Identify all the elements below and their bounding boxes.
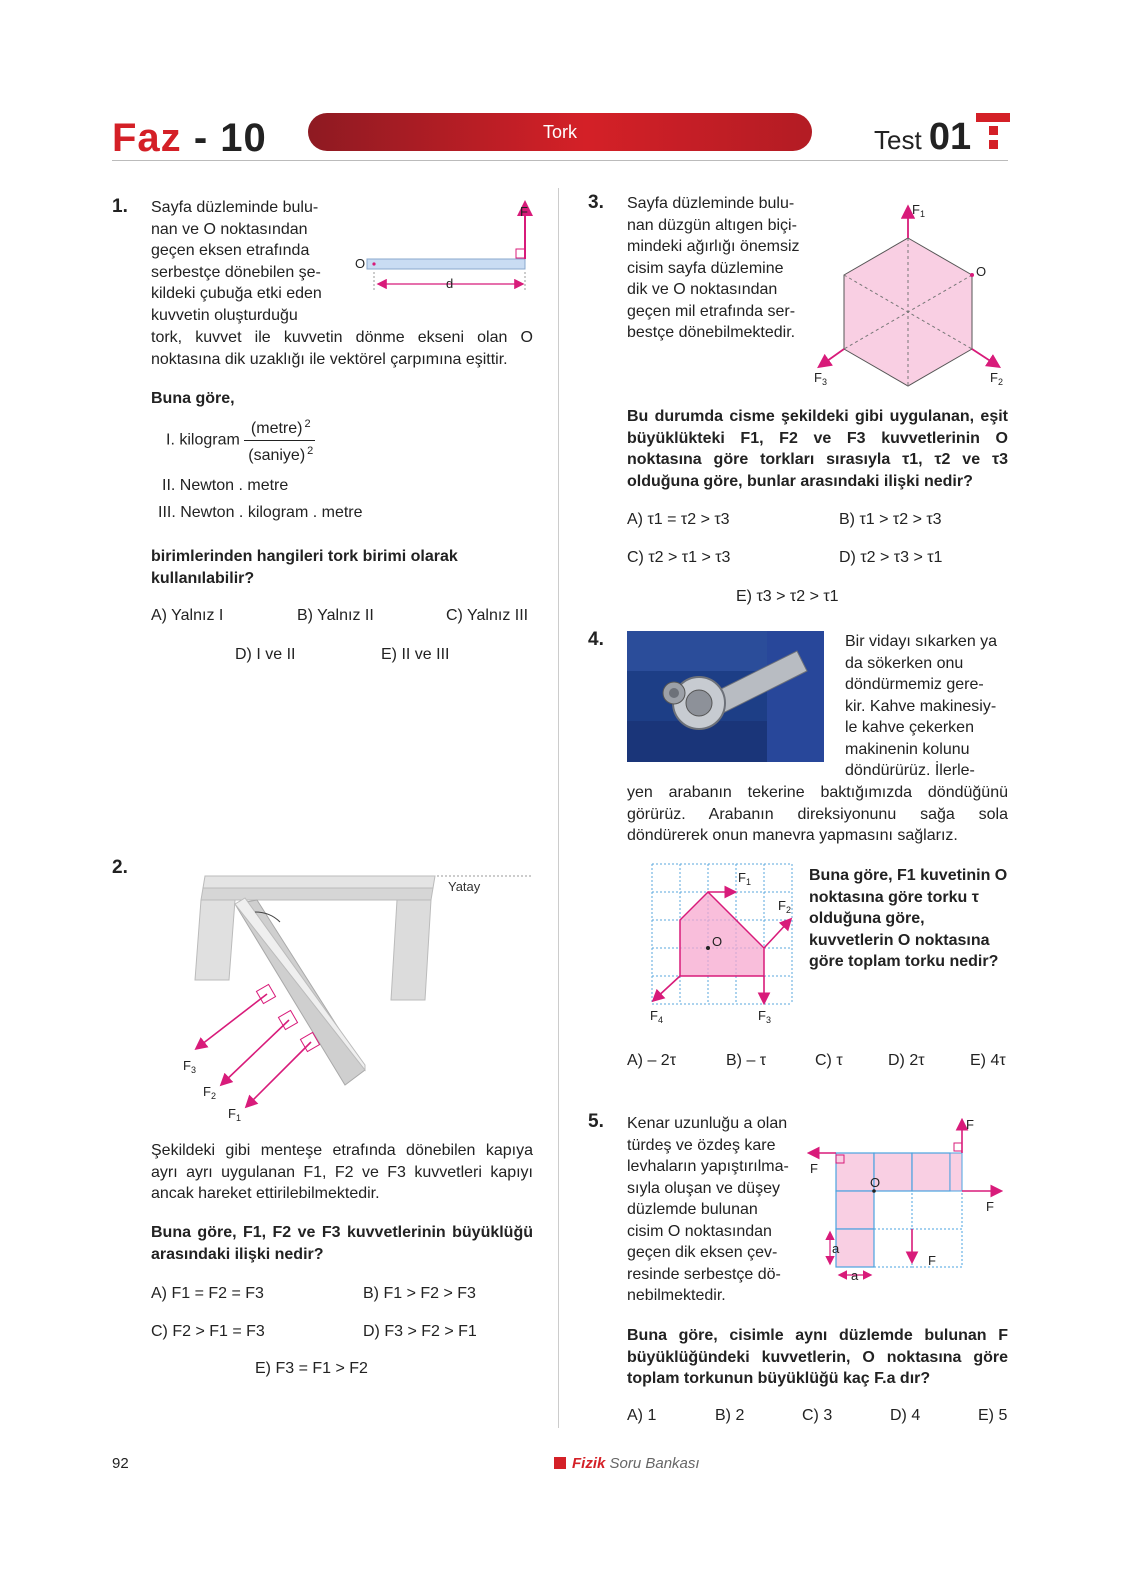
q2-question: Buna göre, F1, F2 ve F3 kuvvetlerinin büyüklüğü arasındaki ilişki nedir? [151,1224,533,1263]
q1-stem-line: geçen eksen etrafında [151,242,310,259]
q1-stem-full: tork, kuvvet ile kuvvetin dönme ekseni olan O noktasına dik uzaklığı ile vektörel çarpımına eşittir. [151,329,533,368]
test-label [874,116,971,159]
q1-label-f: F [520,204,528,219]
q2-number: 2. [112,857,128,878]
wrench-photo [627,631,824,762]
frame-right-post [391,900,431,1000]
q2-option-d[interactable]: D) F3 > F2 > F1 [363,1323,477,1340]
q4-label-f4: $F_4$ [650,1008,663,1025]
q3-option-a[interactable]: A) τ1 = τ2 > τ3 [627,511,730,528]
fraction-denominator: (saniye) [248,447,306,465]
q5-stem-line: sıyla oluşan ve düşey [627,1179,780,1197]
rod [367,259,525,269]
q5-option-c[interactable]: C) 3 [802,1407,833,1424]
q5-label-f-down: F [928,1253,936,1268]
q4-grid-figure [646,858,806,1030]
q1-label-o: O [355,256,366,271]
exponent: 2 [304,418,311,430]
q4-stem-line: Bir vidayı sıkarken ya [845,633,998,650]
q4-label-o: O [712,934,723,949]
square-plate-edge [950,1153,962,1191]
brand-square-icon [554,1457,566,1469]
q1-option-b[interactable]: B) Yalnız II [297,607,374,624]
logo-word: Faz [112,116,182,160]
q3-stem-wrap [627,193,817,344]
exponent: 2 [307,444,314,457]
q2-door-figure [175,860,535,1130]
q3-stem-line: dik ve O noktasından [627,281,778,298]
q4-stem-line: döndürmemiz gere- [845,676,984,693]
q4-stem-line: da sökerken onu [845,654,964,672]
q1-item2: II. Newton . metre [162,477,289,494]
q1-item1-fraction [244,414,315,467]
q5-number: 5. [588,1111,604,1132]
fraction-numerator: (metre) [250,420,303,438]
q1-option-d[interactable]: D) I ve II [235,646,296,663]
q5-option-a[interactable]: A) 1 [627,1407,657,1424]
photo-panel [767,631,824,762]
q3-stem-line: nan düzgün altıgen biçi- [627,216,797,234]
empty-cells [874,1191,962,1267]
q4-number: 4. [588,629,604,650]
q1-rod-figure [350,196,540,296]
q4-question: Buna göre, F1 kuvetinin O noktasına göre torku τ olduğuna göre, kuvvetlerin O noktasına göre toplam torku nedir? [809,867,1008,970]
force-arrow-f2 [764,920,790,948]
q3-stem-line: mindeki ağırlığı önemsiz [627,238,800,255]
test-number: 01 [928,116,972,158]
test-word: Test [874,125,922,155]
q5-option-b[interactable]: B) 2 [715,1407,745,1424]
q4-option-c[interactable]: C) τ [815,1052,843,1069]
q3-stem-line: bestçe dönebilmektedir. [627,324,796,341]
force-arrow-f3 [197,994,267,1048]
pivot-dot [706,946,710,950]
q1-question: birimlerinden hangileri tork birimi olarak kullanılabilir? [151,548,458,587]
square-plates [836,1153,962,1267]
q2-label-f3: $F_3$ [183,1058,196,1075]
q5-label-f-up: F [966,1117,974,1132]
bolt [686,690,712,716]
q4-stem-line: makinenin kolunu [845,740,970,758]
q4-label-f2: $F_2$ [778,898,791,915]
q2-option-a[interactable]: A) F1 = F2 = F3 [151,1285,264,1302]
q2-option-b[interactable]: B) F1 > F2 > F3 [363,1285,476,1302]
q4-stem-line: döndürürüz. İlerle- [845,762,975,779]
q1-stem-line: serbestçe dönebilen şe- [151,263,321,281]
q1-stem-line: kildeki çubuğa etki eden [151,285,322,302]
q3-number: 3. [588,192,604,213]
q2-label-f2: $F_2$ [203,1084,216,1101]
force-arrow-f4 [654,976,680,1000]
q1-stem-wrap [151,197,341,326]
q3-stem-line: cisim sayfa düzlemine [627,259,784,277]
q2-horizontal-label: Yatay [448,879,481,894]
q3-label-o: O [976,264,987,279]
q5-squares-figure [806,1115,1008,1285]
q3-option-e[interactable]: E) τ3 > τ2 > τ1 [736,588,839,605]
q2-label-f1: $F_1$ [228,1106,241,1123]
q1-label-d: d [446,276,454,291]
brand-mark-icon [976,113,1010,151]
q5-stem-line: levhaların yapıştırılma- [627,1158,789,1175]
page-number: 92 [112,1455,129,1472]
q4-option-d[interactable]: D) 2τ [888,1052,925,1069]
q4-option-b[interactable]: B) – τ [726,1052,767,1069]
q4-label-f3: $F_3$ [758,1008,771,1025]
frame-top-face [201,888,433,900]
brand-book: Soru Bankası [609,1455,700,1472]
q1-option-c[interactable]: C) Yalnız III [446,607,529,624]
pivot-dot [970,273,974,277]
q3-label-f1: $F_1$ [912,202,925,219]
header-divider [112,160,1008,161]
q1-item1 [166,414,315,467]
q3-stem-line: Sayfa düzleminde bulu- [627,195,795,212]
q1-item3: III. Newton . kilogram . metre [158,504,363,521]
q1-stem-line: Sayfa düzleminde bulu- [151,199,319,216]
brand-subject: Fizik [572,1455,606,1472]
q5-question: Buna göre, cisimle aynı düzlemde bulunan F büyüklüğündeki kuvvetlerin, O noktasına göre toplam torkunun büyüklüğü kaç F.a dır? [627,1327,1008,1387]
q5-stem-line: düzlemde bulunan [627,1201,758,1218]
q5-stem-line: Kenar uzunluğu a olan [627,1115,788,1132]
q3-label-f3: $F_3$ [814,370,827,387]
q5-stem-line: nebilmektedir. [627,1287,726,1304]
q5-option-d[interactable]: D) 4 [890,1407,921,1424]
q1-option-a[interactable]: A) Yalnız I [151,607,224,624]
topic-banner: Tork [308,113,812,151]
q3-question: Bu durumda cisme şekildeki gibi uygulanan, eşit büyüklükteki F1, F2 ve F3 kuvvetlerinin O noktasına göre torkları sırasıyla τ1, τ2 ve τ3 olduğuna göre, bunlar arasındaki ilişki nedir? [627,408,1008,490]
q4-stem-line: le kahve çekerken [845,719,974,736]
q1-option-e[interactable]: E) II ve III [381,646,450,663]
column-divider [558,188,559,1428]
q5-stem-line: resinde serbestçe dö- [627,1265,781,1283]
q5-stem-wrap [627,1113,803,1307]
force-arrow-f3 [820,349,844,366]
q2-option-c[interactable]: C) F2 > F1 = F3 [151,1323,265,1340]
bolt-center [669,688,679,698]
q5-label-f-right: F [986,1199,994,1214]
q1-lead: Buna göre, [151,390,235,407]
q5-stem-line: türdeş ve özdeş kare [627,1136,776,1154]
logo-number: - 10 [193,116,267,160]
frame-top [203,876,435,888]
q4-stem-line: kir. Kahve makinesiy- [845,697,997,715]
q1-stem-line: kuvvetin oluşturduğu [151,306,298,324]
right-angle-mark [516,249,525,258]
door-edge [235,898,365,1070]
q5-stem-line: geçen dik eksen çev- [627,1244,778,1261]
q2-option-e[interactable]: E) F3 = F1 > F2 [255,1360,368,1377]
q4-option-a[interactable]: A) – 2τ [627,1052,677,1069]
q4-label-f1: $F_1$ [738,870,751,887]
q5-option-e[interactable]: E) 5 [978,1407,1008,1424]
q5-stem-line: cisim O noktasından [627,1222,772,1240]
frame-left-post [195,900,235,980]
pivot-dot [372,262,375,265]
q3-label-f2: $F_2$ [990,370,1003,387]
q1-number: 1. [112,196,128,217]
footer-brand [554,1455,700,1472]
q5-label-o: O [870,1175,881,1190]
q3-option-c[interactable]: C) τ2 > τ1 > τ3 [627,549,731,566]
q4-option-e[interactable]: E) 4τ [970,1052,1006,1069]
q3-hexagon-figure [808,196,1008,392]
q4-stem-full: yen arabanın tekerine baktığımızda döndüğünü görürüz. Arabanın direksiyonunu sağa sola döndürerek onun manevra yapmasını sağlarız. [627,784,1008,844]
q3-option-d[interactable]: D) τ2 > τ3 > τ1 [839,549,943,566]
q1-item1-prefix: I. kilogram [166,431,240,449]
q3-stem-line: geçen mil etrafında ser- [627,302,796,320]
right-angle-mark [954,1143,962,1151]
q2-stem: Şekildeki gibi menteşe etrafında dönebilen kapıya ayrı ayrı uygulanan F1, F2 ve F3 kuvvetleri kapıyı ancak hareket ettirilebilmektedir. [151,1142,533,1202]
q4-stem-wrap [845,631,1008,782]
q1-stem-line: nan ve O noktasından [151,220,308,238]
force-arrow-f2 [972,349,998,366]
q5-label-a-horizontal: a [851,1268,859,1283]
q5-label-a-vertical: a [832,1241,840,1256]
q5-label-f-left: F [810,1161,818,1176]
series-logo [112,116,267,161]
q3-option-b[interactable]: B) τ1 > τ2 > τ3 [839,511,942,528]
